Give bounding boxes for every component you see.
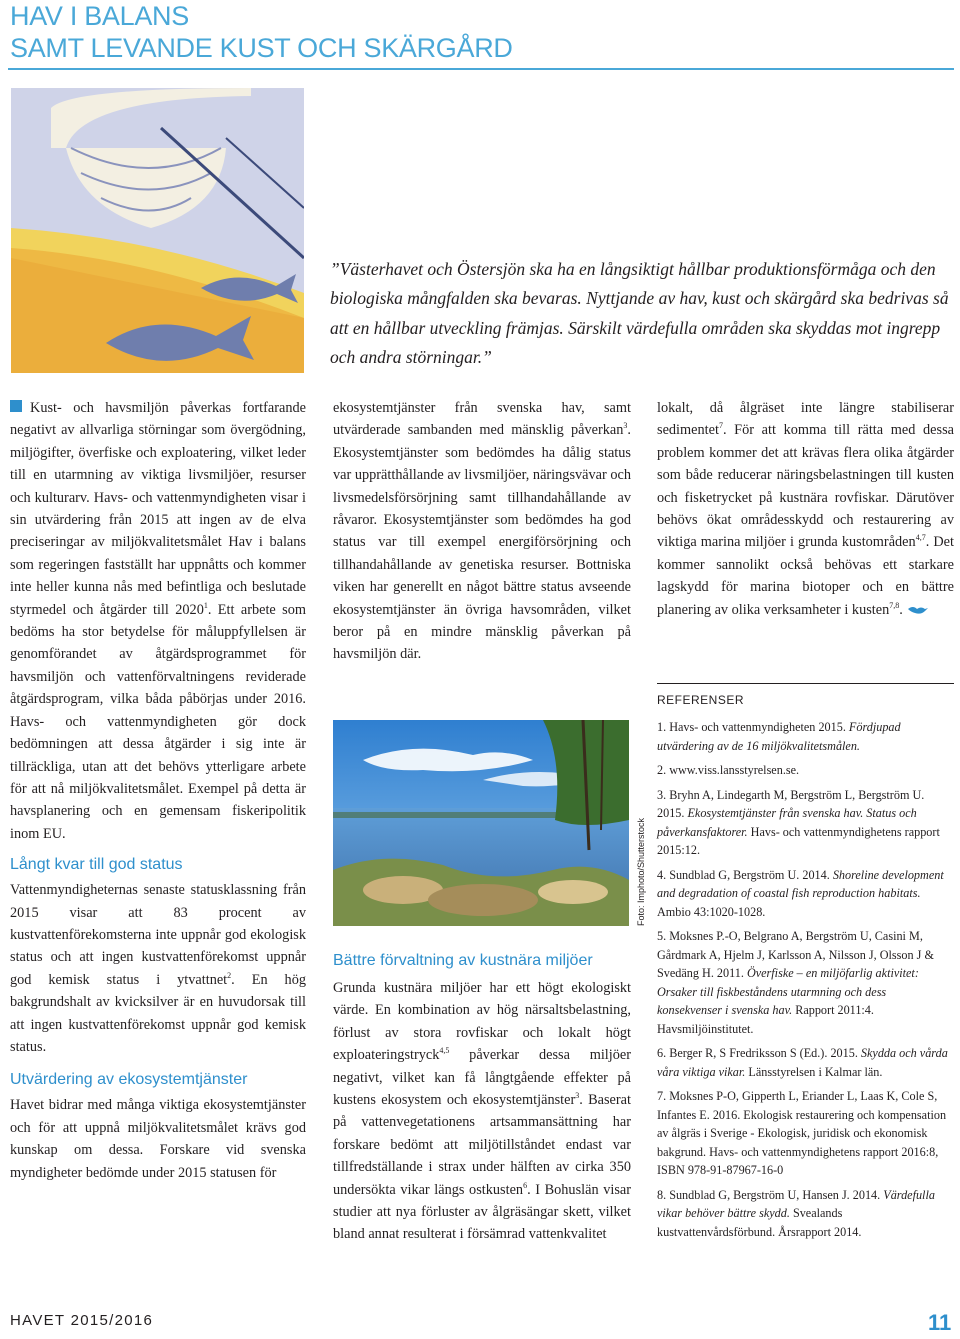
boat-fish-illustration xyxy=(11,88,304,373)
subheading-status: Långt kvar till god status xyxy=(10,856,183,874)
header-subtitle: SAMT LEVANDE KUST OCH SKÄRGÅRD xyxy=(10,33,513,63)
reference-item: 3. Bryhn A, Lindegarth M, Bergström L, Bergström U. 2015. Ekosystemtjänster från svenska hav. Status och påverkansfaktorer. Havs- och vattenmyndighetens rapport 2015:12. xyxy=(657,787,940,857)
coastal-photo xyxy=(333,720,629,926)
pull-quote: ”Västerhavet och Östersjön ska ha en långsiktigt hållbar produktionsförmåga och den biologiska mångfalden ska bevaras. Nyttjande av hav, kust och skärgård ska bedrivas så att en hållbar utveckling främjas. Särskilt värdefulla områden ska skyddas mot ingrepp och andra störningar.” xyxy=(330,259,949,367)
reference-item: 6. Berger R, S Fredriksson S (Ed.). 2015. Skydda och vårda våra viktiga vikar. Länsstyrelsen i Kalmar län. xyxy=(657,1046,948,1079)
seabird-icon xyxy=(907,603,929,617)
reference-item: 4. Sundblad G, Bergström U. 2014. Shoreline development and degradation of coastal fish reproduction habitats. Ambio 43:1020-1028. xyxy=(657,867,944,919)
square-bullet-icon xyxy=(10,400,22,412)
page-header xyxy=(10,0,513,64)
ecosystem-continued-paragraph: ekosystemtjänster från svenska hav, samt utvärderade sambanden med mänsklig påverkan$^3$. Ekosystemtjänster som bedömdes ha dålig status var upprätthållande av livsmiljöer, näringsvävar och livsmedelsförsörjning samt tillhandahållande av råvaror. Ekosystemtjänster som bedömdes ha god status var till exempel energiförsörjning och tillhandahållande av genetiska resurser. Bottniska viken har generellt en något bättre status avseende ekosystemtjänster än övriga havsområden, vilket beror på en mindre mänsklig påverkan på havsmiljön där. xyxy=(333,400,631,663)
subheading-coastal: Bättre förvaltning av kustnära miljöer xyxy=(333,952,593,969)
conclusion-paragraph: lokalt, då ålgräset inte längre stabiliserar sedimentet$^7$. För att komma till rätta med dessa problem kommer det att krävas flera olika åtgärder som både reducerar näringsbelastningen till kusten och fisketrycket på kustnära rovfiskar. Därutöver behövs ökat områdesskydd och restaurering av viktiga marina miljöer i grunda kustområden$^{4,7}$. Det kommer sannolikt också behövas ett starkare lagskydd för marina biotoper och en bättre planering av olika verksamheter i kusten$^{7,8}$. xyxy=(657,400,954,618)
coastal-paragraph: Grunda kustnära miljöer har ett högt ekologiskt värde. En kombination av hög närsaltsbelastning, förlust av stora rovfiskar och lokalt högt exploateringstryck$^{4,5}$ påverkar dessa miljöer negativt, vilket kan få långtgående effekter på kustens ekosystem och ekosystemtjänster$^3$. Baserat på vattenvegetationens artsammansättning har forskare bedömt att miljötillståndet endast var tillfredställande i strax under hälften av cirka 350 undersökta vikar längs ostkusten$^6$. I Bohuslän visar studier att nya förluster av ålgräsängar skett, vilket bland annat resulterat i försämrad vattenkvalitet xyxy=(333,980,631,1243)
article-column-3 xyxy=(657,397,954,621)
references-title: REFERENSER xyxy=(657,693,745,707)
intro-paragraph: Kust- och havsmiljön påverkas fortfarande negativt av allvarliga störningar som övergödning, miljögifter, överfiske och exploatering, vilket leder till en utarmning av viktiga livsmiljöer, resurser och kulturarv. Havs- och vattenmyndigheten visar i sin utvärdering från 2015 att ingen av de elva preciseringar av miljökvalitetsmålet Hav i balans som regeringen fastställt har uppnåtts och kommer inte heller kunna nås med befintliga och beslutade styrmedel och åtgärder till 2020$^1$. Ett arbete som bedöms ha stor betydelse för måluppfyllelsen är genomförandet av åtgärdsprogrammet för havsmiljön och vattenförvaltningens reviderade åtgärdsprogram, vilka båda påbörjas under 2016. Havs- och vattenmyndigheten gör dock bedömningen att dessa åtgärder i sig inte är tillräckliga, utan att det behövs ytterligare arbete för att nå miljökvalitetsmålet. Exempel på detta är havsplanering och en gemensam fiskeripolitik inom EU. xyxy=(10,400,306,842)
reference-item: 8. Sundblad G, Bergström U, Hansen J. 2014. Värdefulla vikar behöver bättre skydd. Svealands kustvattenvårdsförbund. Årsrapport 2014. xyxy=(657,1187,935,1239)
references-divider xyxy=(657,683,954,684)
article-column-2 xyxy=(333,397,631,666)
reference-item: 5. Moksnes P.-O, Belgrano A, Bergström U, Casini M, Gårdmark A, Hjelm J, Karlsson A, Nilsson J, Olsson J & Svedäng H. 2011. Överfiske – en miljöfarlig aktivitet: Orsaker till fiskbeståndens utarmning och dess konsekvenser i svenska hav. Rapport 2011:4. Havsmiljöinstitutet. xyxy=(657,929,934,1036)
subheading-ecosystem: Utvärdering av ekosystemtjänster xyxy=(10,1071,248,1089)
reference-item: 7. Moksnes P-O, Gipperth L, Eriander L, Laas K, Cole S, Infantes E. 2016. Ekologisk restaurering och kompensation av ålgräs i Sverige - Ekologisk, juridisk och ekonomisk bakgrund. Havs- och vattenmyndighetens rapport 2016:8, ISBN 978-91-87967-16-0 xyxy=(657,1089,947,1177)
references-list xyxy=(657,718,954,1247)
page-number: 11 xyxy=(928,1310,952,1335)
ecosystem-paragraph: Havet bidrar med många viktiga ekosystemtjänster och för att uppnå miljökvalitetsmålet krävs god kunskap om dessa. Forskare vid svenska myndigheter bedömde under 2015 statusen för xyxy=(10,1097,306,1181)
header-title: HAV I BALANS xyxy=(10,1,189,31)
status-paragraph: Vattenmyndigheternas senaste statusklassning från 2015 visar att 83 procent av kustvattenförekomsterna inte uppnår god ekologisk status och att ingen kustvattenförekomst uppnår god kemisk status i ytvattnet$^2$. En hög bakgrundshalt av kvicksilver är en huvudorsak till att ingen kustvattenförekomst uppnår god kemisk status. xyxy=(10,882,306,1055)
article-column-2-lower xyxy=(333,951,631,1246)
article-column-1 xyxy=(10,397,306,1184)
reference-item: 1. Havs- och vattenmyndigheten 2015. Fördjupad utvärdering av de 16 miljökvalitetsmålen. xyxy=(657,720,901,753)
photo-credit: Foto: Imphoto/Shutterstock xyxy=(636,817,646,926)
footer-publication: HAVET 2015/2016 xyxy=(10,1312,154,1329)
reference-item: 2. www.viss.lansstyrelsen.se. xyxy=(657,763,800,777)
header-rule xyxy=(8,68,954,70)
